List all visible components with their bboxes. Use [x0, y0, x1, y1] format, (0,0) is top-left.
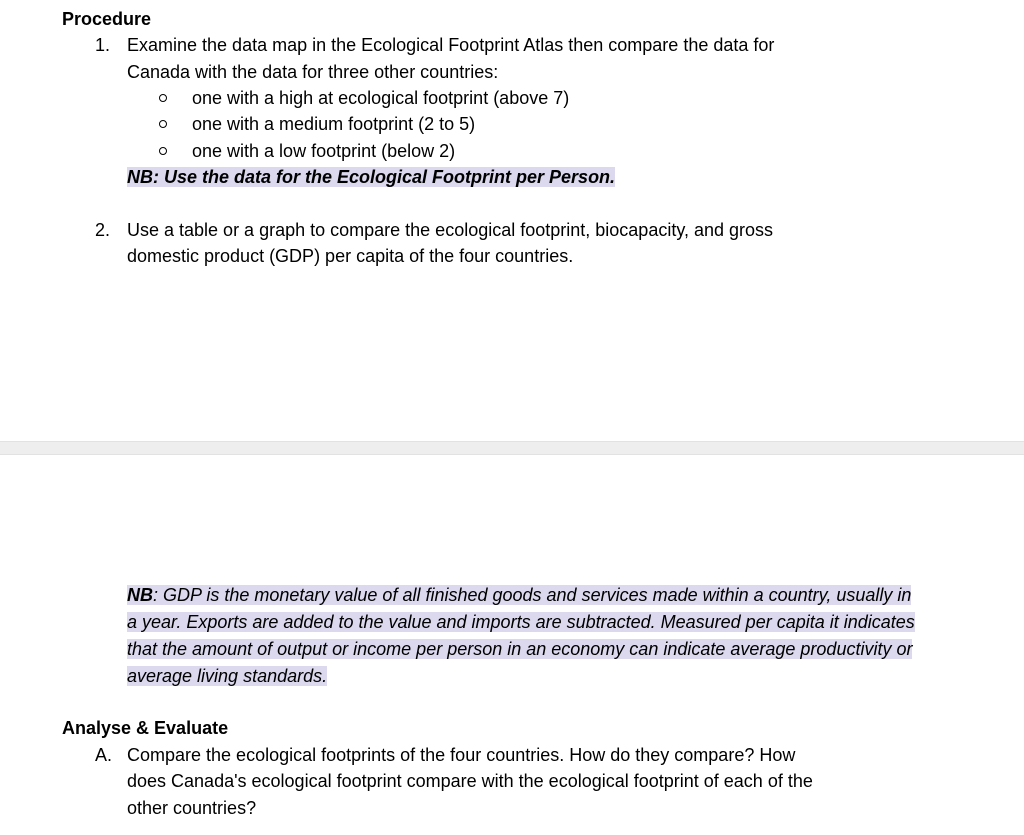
item-a-letter: A. — [95, 745, 113, 765]
bullet-circle-icon — [159, 94, 167, 102]
step-1-number: 1. — [95, 35, 111, 55]
bullet-circle-icon — [159, 120, 167, 128]
item-a-line-2: does Canada's ecological footprint compare with the ecological footprint of each of the — [127, 771, 813, 791]
footprint-note — [127, 164, 615, 190]
bullet-item-high: one with a high at ecological footprint (above 7) — [192, 88, 570, 108]
footprint-note-text: NB: Use the data for the Ecological Footprint per Person. — [127, 167, 616, 187]
step-2-line-1: Use a table or a graph to compare the ecological footprint, biocapacity, and gross — [127, 220, 774, 240]
analyse-heading: Analyse & Evaluate — [62, 718, 229, 738]
step-1-line-1: Examine the data map in the Ecological Footprint Atlas then compare the data for — [127, 35, 775, 55]
bullet-circle-icon — [159, 147, 167, 155]
bullet-item-medium: one with a medium footprint (2 to 5) — [192, 114, 476, 134]
gdp-note — [127, 582, 917, 690]
item-a-line-1: Compare the ecological footprints of the four countries. How do they compare? How — [127, 745, 796, 765]
gdp-note-highlight — [127, 585, 915, 686]
step-2-line-2: domestic product (GDP) per capita of the four countries. — [127, 246, 574, 266]
step-2-number: 2. — [95, 220, 111, 240]
page-break-divider — [0, 441, 1024, 455]
gdp-note-text: : GDP is the monetary value of all finished goods and services made within a country, usually in a year. Exports are added to the value and imports are subtracted. Measured per capita it indicates that the amount of output or income per person in an economy can indicate average productivity or average living standards. — [127, 585, 915, 686]
bullet-item-low: one with a low footprint (below 2) — [192, 141, 456, 161]
procedure-heading: Procedure — [62, 9, 152, 29]
item-a-line-3: other countries? — [127, 798, 257, 818]
gdp-note-label: NB — [127, 585, 153, 605]
step-1-line-2: Canada with the data for three other countries: — [127, 62, 499, 82]
